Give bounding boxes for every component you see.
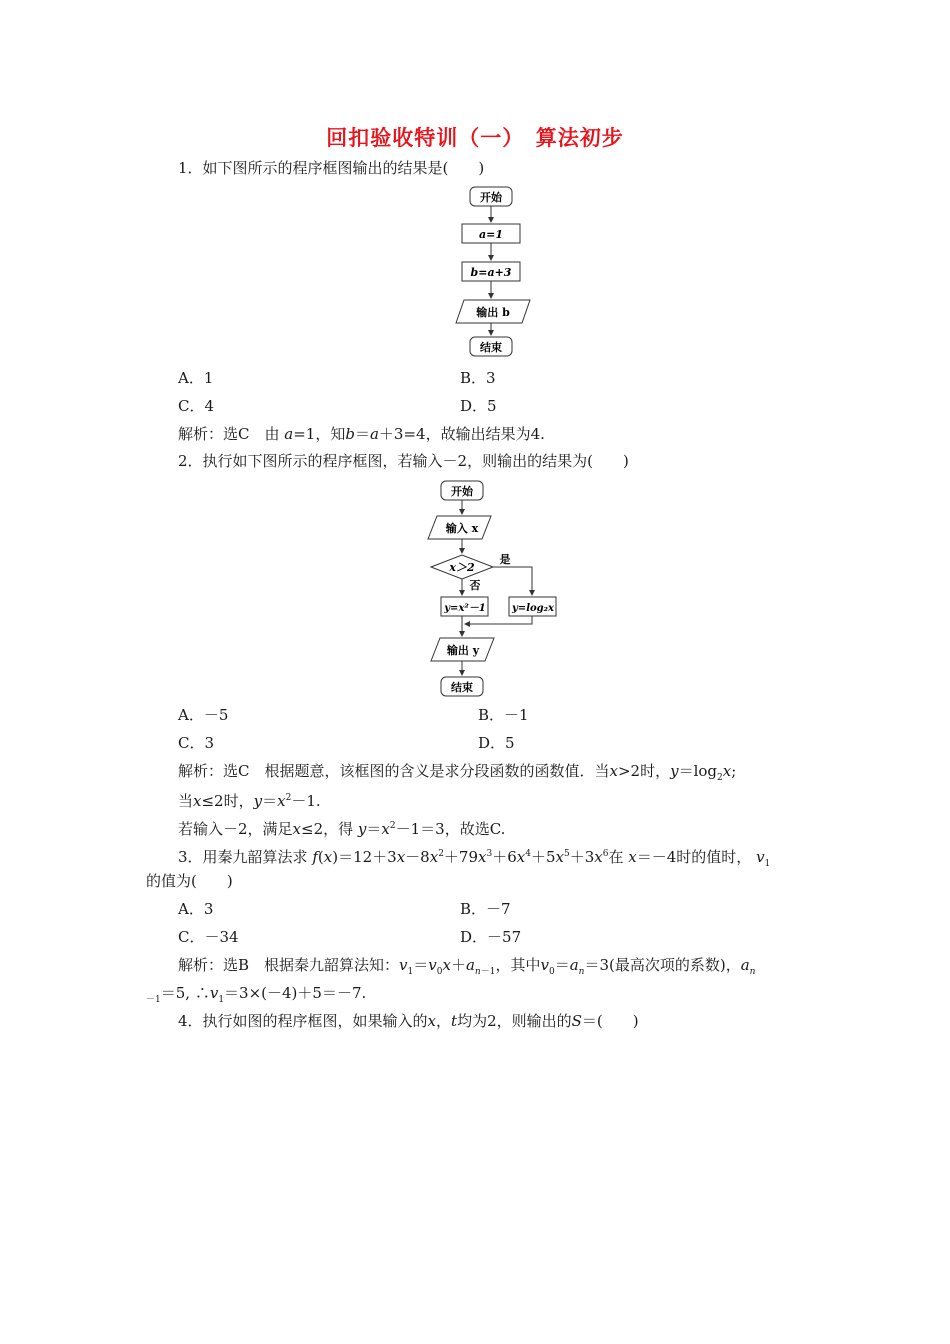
q2-answer-line3: 若输入－2，满足x≤2，得 $y=x^2-1=3$，故选C. xyxy=(178,820,506,838)
q1-option-d: D．5 xyxy=(460,397,497,415)
q2-right-label: y=log₂x xyxy=(512,603,554,614)
q1-start-label: 开始 xyxy=(480,191,502,204)
page-title: 回扣验收特训（一） 算法初步 xyxy=(326,125,624,150)
q2-left-label: y=x²－1 xyxy=(444,603,486,614)
q2-flowchart xyxy=(425,478,565,700)
q2-answer-line1: 解析：选C 根据题意，该框图的含义是求分段函数的函数值．当x>2时，$y=\log_2x$; xyxy=(178,762,737,783)
q3-answer-line1: 解析：选B 根据秦九韶算法知：$v_1=v_0x+a_{n-1}$，其中$v_0=a_n=3$(最高次项的系数)，$a_n$ xyxy=(178,956,756,977)
q1-option-c: C．4 xyxy=(178,397,215,415)
q3-option-d: D．－57 xyxy=(460,928,522,946)
q2-option-d: D．5 xyxy=(478,734,515,752)
q2-no-label: 否 xyxy=(469,579,481,592)
q3-option-b: B．－7 xyxy=(460,900,511,918)
q1-s2-label: b=a+3 xyxy=(470,266,512,279)
q1-s1-label: a=1 xyxy=(479,228,503,241)
q1-out-label: 输出 b xyxy=(476,306,510,319)
q3-stem-line1: 3．用秦九韶算法求 $f(x)=12+3x-8x^2+79x^3+6x^4+5x^5+3x^6$在 x＝－4时的值时， $v_1$ xyxy=(178,848,771,869)
q2-out-label: 输出 y xyxy=(446,644,480,657)
q2-option-b: B．－1 xyxy=(478,706,529,724)
q2-yes-label: 是 xyxy=(499,553,511,566)
q2-answer-line2: 当x≤2时，$y=x^2-1$. xyxy=(178,792,321,810)
q1-option-a: A．1 xyxy=(178,369,214,387)
q4-stem: 4．执行如图的程序框图，如果输入的x，t均为2，则输出的S＝( ) xyxy=(178,1012,639,1030)
q2-option-a: A．－5 xyxy=(178,706,229,724)
q3-option-c: C．－34 xyxy=(178,928,239,946)
q1-option-b: B．3 xyxy=(460,369,496,387)
q2-cond-label: x＞2 xyxy=(449,561,475,574)
q2-option-c: C．3 xyxy=(178,734,215,752)
q1-answer: 解析：选C 由 a=1，知b＝a＋3=4，故输出结果为4. xyxy=(178,425,545,443)
q2-stem: 2．执行如下图所示的程序框图，若输入－2，则输出的结果为( ) xyxy=(178,452,629,470)
q1-flowchart xyxy=(440,184,550,362)
q3-stem-line2: 的值为( ) xyxy=(146,872,233,890)
q1-stem: 1．如下图所示的程序框图输出的结果是( ) xyxy=(178,159,485,177)
q2-end-label: 结束 xyxy=(451,681,473,694)
q2-input-label: 输入 x xyxy=(445,522,479,535)
q2-start-label: 开始 xyxy=(451,485,473,498)
q3-answer-line2: $_{-1}$＝5, $\therefore v_1=3\times(-4)+5=-7$. xyxy=(146,984,367,1005)
q3-option-a: A．3 xyxy=(178,900,214,918)
q1-end-label: 结束 xyxy=(480,341,502,354)
